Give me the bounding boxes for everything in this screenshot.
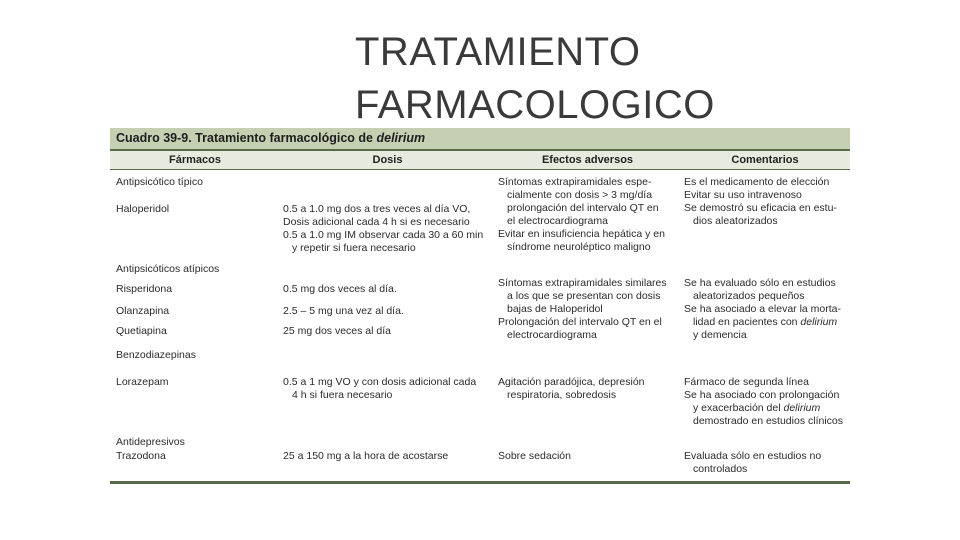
- dose-haloperidol: [283, 203, 483, 255]
- header-efectos-adversos: Efectos adversos: [541, 154, 634, 166]
- comment-lorazepam-line-3: [684, 402, 843, 415]
- comment-atipicos-line-2: aleatorizados pequeños: [693, 290, 805, 302]
- adverse-tipico-line-1: Síntomas extrapiramidales espe-: [498, 176, 652, 188]
- adverse-trazodona: Sobre sedación: [498, 450, 571, 462]
- header-farmacos: Fármacos: [169, 154, 221, 166]
- adverse-tipico-line-3: prolongación del intervalo QT en: [507, 202, 659, 214]
- comment-tipico: [684, 176, 837, 228]
- dose-haloperidol-line-2: Dosis adicional cada 4 h si es necesario: [283, 216, 470, 228]
- caption-prefix: Cuadro 39-9. Tratamiento farmacológico de: [116, 131, 377, 145]
- comment-atipicos-line-4: [684, 316, 841, 329]
- table-header-row: [110, 149, 850, 170]
- caption-italic: delirium: [376, 131, 426, 145]
- adverse-tipico-line-5: Evitar en insuficiencia hepática y en: [498, 228, 665, 240]
- comment-atipicos-line-3: Se ha asociado a elevar la morta-: [684, 303, 842, 315]
- comment-atipicos-line-4-italic: delirium: [800, 316, 838, 328]
- comment-tipico-line-4: dios aleatorizados: [693, 215, 778, 227]
- comment-lorazepam-line-3-italic: delirium: [783, 402, 821, 414]
- dose-olanzapina: 2.5 – 5 mg una vez al día.: [283, 305, 404, 317]
- header-dosis: Dosis: [372, 154, 403, 166]
- drug-lorazepam: Lorazepam: [116, 376, 169, 388]
- comment-lorazepam-line-4: demostrado en estudios clínicos: [693, 415, 843, 427]
- adverse-atipicos-line-3: bajas de Haloperidol: [507, 303, 603, 315]
- drug-antidepresivos: Antidepresivos: [116, 436, 185, 448]
- drug-trazodona: Trazodona: [116, 450, 166, 462]
- slide-title: [355, 26, 715, 132]
- drug-quetiapina: Quetiapina: [116, 325, 167, 337]
- comment-lorazepam: [684, 376, 843, 428]
- comment-atipicos-line-4-text: lidad en pacientes con: [693, 316, 801, 328]
- adverse-atipicos: [498, 277, 667, 342]
- header-comentarios: Comentarios: [731, 154, 799, 166]
- table-caption: [110, 128, 850, 149]
- comment-trazodona-line-1: Evaluada sólo en estudios no: [684, 450, 822, 462]
- dose-haloperidol-line-3: 0.5 a 1.0 mg IM observar cada 30 a 60 min: [283, 229, 484, 241]
- dose-lorazepam: [283, 376, 476, 402]
- comment-atipicos-line-1: Se ha evaluado sólo en estudios: [684, 277, 836, 289]
- adverse-lorazepam-line-1: Agitación paradójica, depresión: [498, 376, 645, 388]
- adverse-atipicos-line-1: Síntomas extrapiramidales similares: [498, 277, 667, 289]
- adverse-tipico-line-4: el electrocardiograma: [507, 215, 608, 227]
- dose-risperidona: 0.5 mg dos veces al día.: [283, 283, 397, 295]
- drug-antipsicoticos-atipicos: Antipsicóticos atípicos: [116, 263, 220, 275]
- comment-lorazepam-line-3-text: y exacerbación del: [693, 402, 784, 414]
- comment-atipicos: [684, 277, 841, 342]
- comment-tipico-line-3: Se demostró su eficacia en estu-: [684, 202, 837, 214]
- comment-trazodona: [684, 450, 821, 476]
- comment-tipico-line-2: Evitar su uso intravenoso: [684, 189, 802, 201]
- comment-tipico-line-1: Es el medicamento de elección: [684, 176, 830, 188]
- dose-haloperidol-line-1: 0.5 a 1.0 mg dos a tres veces al día VO,: [283, 203, 471, 215]
- drug-risperidona: Risperidona: [116, 283, 173, 295]
- comment-atipicos-line-5: y demencia: [693, 329, 747, 341]
- drug-antipsicotico-tipico: Antipsicótico típico: [116, 176, 203, 188]
- drug-haloperidol: Haloperidol: [116, 203, 170, 215]
- adverse-tipico-line-2: cialmente con dosis > 3 mg/día: [507, 189, 653, 201]
- treatment-table: [110, 128, 850, 484]
- adverse-atipicos-line-4: Prolongación del intervalo QT en el: [498, 316, 662, 328]
- comment-lorazepam-line-2: Se ha asociado con prolongación: [684, 389, 840, 401]
- adverse-atipicos-line-2: a los que se presentan con dosis: [507, 290, 661, 302]
- dose-lorazepam-line-1: 0.5 a 1 mg VO y con dosis adicional cada: [283, 376, 477, 388]
- comment-lorazepam-line-1: Fármaco de segunda línea: [684, 376, 809, 388]
- dose-lorazepam-line-2: 4 h si fuera necesario: [292, 389, 393, 401]
- drug-olanzapina: Olanzapina: [116, 305, 170, 317]
- adverse-tipico: [498, 176, 665, 254]
- title-line-2: FARMACOLOGICO: [355, 83, 715, 127]
- adverse-tipico-line-6: síndrome neuroléptico maligno: [507, 241, 651, 253]
- comment-trazodona-line-2: controlados: [693, 463, 748, 475]
- drug-benzodiazepinas: Benzodiazepinas: [116, 349, 196, 361]
- dose-quetiapina: 25 mg dos veces al día: [283, 325, 391, 337]
- adverse-lorazepam-line-2: respiratoria, sobredosis: [507, 389, 617, 401]
- dose-haloperidol-line-4: y repetir si fuera necesario: [292, 242, 416, 254]
- title-line-1: TRATAMIENTO: [355, 30, 641, 74]
- adverse-lorazepam: [498, 376, 645, 402]
- dose-trazodona: 25 a 150 mg a la hora de acostarse: [283, 450, 449, 462]
- adverse-atipicos-line-5: electrocardiograma: [507, 329, 597, 341]
